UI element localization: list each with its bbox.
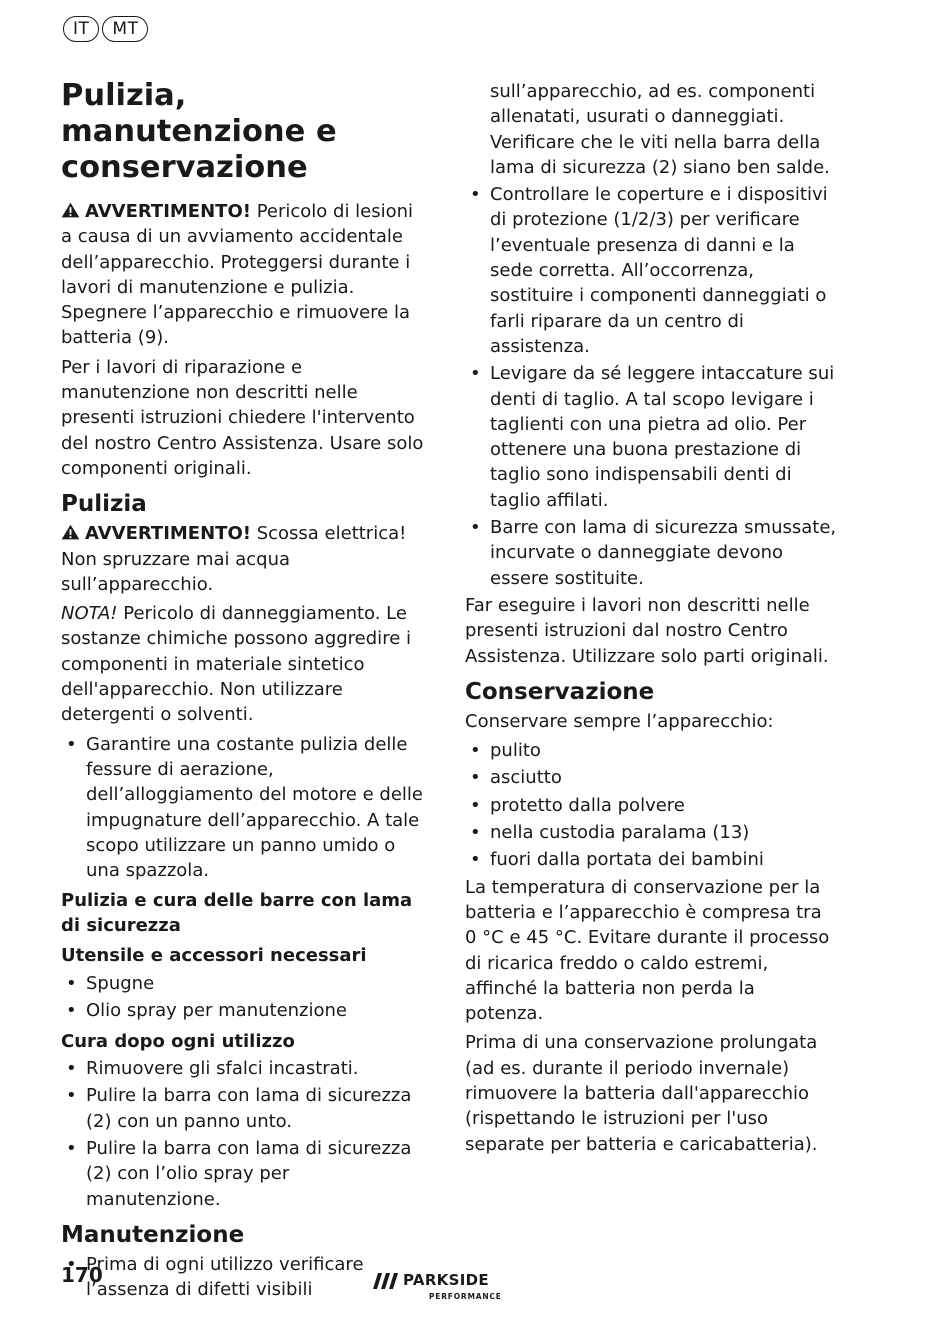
warning-label: AVVERTIMENTO!	[85, 523, 251, 545]
right-column	[465, 79, 837, 1161]
parkside-stripes-icon	[373, 1273, 399, 1289]
list-item: • pulito	[465, 738, 837, 763]
list-item: • Spugne	[61, 971, 427, 996]
parkside-logo	[373, 1271, 523, 1305]
list-item: • Prima di ogni utilizzo verificare l’assenza di difetti visibili	[61, 1252, 427, 1303]
list-item: • Garantire una costante pulizia delle fessure di aerazione, dell’alloggiamento del motore e delle impugnature dell’apparecchio. A tale scopo utilizzare un panno umido o una spazzola.	[61, 732, 427, 884]
warning-triangle-icon	[61, 202, 80, 218]
logo-subtext: PERFORMANCE	[429, 1292, 502, 1301]
list-item: • Barre con lama di sicurezza smussate, incurvate o danneggiate devono essere sostituite.	[465, 515, 837, 591]
conservazione-list	[465, 738, 837, 872]
lang-badge-mt: MT	[102, 16, 148, 42]
warning-triangle-icon	[61, 524, 80, 540]
intro-paragraph: Per i lavori di riparazione e manutenzione non descritti nelle presenti istruzioni chiedere l'intervento del nostro Centro Assistenza. Usare solo componenti originali.	[61, 356, 424, 479]
page-title: Pulizia, manutenzione e conservazione	[61, 78, 337, 185]
warning-text: Scossa elettrica! Non spruzzare mai acqua sull’apparecchio.	[61, 523, 407, 595]
section-heading-manutenzione: Manutenzione	[61, 1221, 245, 1248]
warning-text: Pericolo di lesioni a causa di un avviamento accidentale dell’apparecchio. Proteggersi durante i lavori di manutenzione e pulizia. Spegnere l’apparecchio e rimuovere la batteria (9).	[61, 201, 414, 349]
conservazione-intro: Conservare sempre l’apparecchio:	[465, 710, 774, 732]
temperature-paragraph: La temperatura di conservazione per la batteria e l’apparecchio è compresa tra 0 °C e 45 °C. Evitare durante il processo di ricarica freddo o caldo estremi, affinché la batteria non perda la potenza.	[465, 876, 830, 1025]
list-item: • Pulire la barra con lama di sicurezza (2) con un panno unto.	[61, 1083, 427, 1134]
logo-text: PARKSIDE	[403, 1271, 489, 1289]
nota-paragraph	[61, 601, 427, 727]
list-item: • protetto dalla polvere	[465, 793, 837, 818]
list-item: • Controllare le coperture e i dispositivi di protezione (1/2/3) per verificare l’eventuale presenza di danni e la sede corretta. All’occorrenza, sostituire i componenti danneggiati o farli riparare da un centro di assistenza.	[465, 182, 837, 359]
list-item: • Pulire la barra con lama di sicurezza (2) con l’olio spray per manutenzione.	[61, 1136, 427, 1212]
pulizia-list	[61, 732, 427, 884]
list-item-continued: sull’apparecchio, ad es. componenti allenatati, usurati o danneggiati. Verificare che le viti nella barra della lama di sicurezza (2) siano ben salde.	[490, 81, 830, 178]
list-item: • Olio spray per manutenzione	[61, 998, 427, 1023]
storage-paragraph: Prima di una conservazione prolungata (ad es. durante il periodo invernale) rimuovere la batteria dall'apparecchio (rispettando le istruzioni per l'uso separate per batteria e caricabatteria).	[465, 1032, 818, 1155]
subheading-tools: Utensile e accessori necessari	[61, 945, 367, 967]
warning-label: AVVERTIMENTO!	[85, 201, 251, 222]
warning-paragraph-2	[61, 521, 427, 597]
lang-badge-it: IT	[63, 16, 99, 42]
nota-text: Pericolo di danneggiamento. Le sostanze chimiche possono aggredire i componenti in materiale sintetico dell'apparecchio. Non utilizzare detergenti o solventi.	[61, 603, 411, 726]
nota-label: NOTA!	[61, 603, 118, 625]
closing-paragraph: Far eseguire i lavori non descritti nelle presenti istruzioni dal nostro Centro Assistenza. Utilizzare solo parti originali.	[465, 594, 829, 667]
list-item: • fuori dalla portata dei bambini	[465, 847, 837, 872]
tools-list	[61, 971, 427, 1024]
subheading-barre: Pulizia e cura delle barre con lama di sicurezza	[61, 890, 413, 936]
care-list	[61, 1056, 427, 1212]
subheading-care: Cura dopo ogni utilizzo	[61, 1030, 295, 1052]
list-item: • Levigare da sé leggere intaccature sui denti di taglio. A tal scopo levigare i taglienti con una pietra ad olio. Per ottenere una buona prestazione di taglio sono indispensabili denti di taglio affilati.	[465, 361, 837, 513]
section-heading-conservazione: Conservazione	[465, 678, 655, 705]
left-column	[61, 78, 427, 1304]
manutenzione-list-continued	[465, 79, 837, 591]
language-badges	[63, 16, 151, 42]
list-item: • Rimuovere gli sfalci incastrati.	[61, 1056, 427, 1081]
section-heading-pulizia: Pulizia	[61, 491, 147, 518]
list-item: • nella custodia paralama (13)	[465, 820, 837, 845]
warning-paragraph-1	[61, 199, 427, 351]
list-item: • asciutto	[465, 765, 837, 790]
page-number: 170	[61, 1263, 103, 1287]
